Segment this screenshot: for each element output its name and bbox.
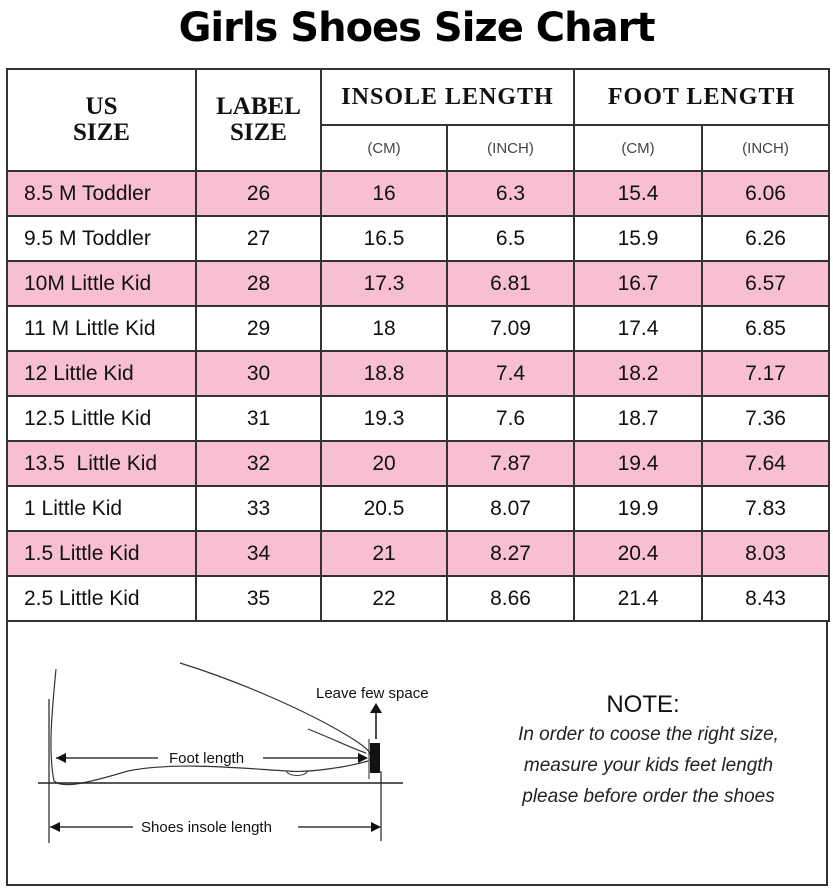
us-size-cell: 1.5 Little Kid <box>7 531 196 576</box>
table-row <box>7 441 829 486</box>
foot-inch-cell: 6.26 <box>702 216 829 261</box>
table-row <box>7 396 829 441</box>
insole-cm-cell: 19.3 <box>321 396 447 441</box>
foot-length-header: FOOT LENGTH <box>574 69 829 125</box>
table-row <box>7 306 829 351</box>
insole-inch-cell: 7.87 <box>447 441 574 486</box>
insole-inch-cell: 6.3 <box>447 171 574 216</box>
us-size-cell: 9.5 M Toddler <box>7 216 196 261</box>
table-row <box>7 531 829 576</box>
foot-cm-cell: 18.2 <box>574 351 702 396</box>
table-row <box>7 576 829 621</box>
insole-cm-header: (CM) <box>321 125 447 171</box>
label-size-cell: 27 <box>196 216 321 261</box>
table-row <box>7 351 829 396</box>
us-size-cell: 12.5 Little Kid <box>7 396 196 441</box>
note-line-3: please before order the shoes <box>522 786 775 807</box>
heel-curve <box>51 669 56 781</box>
note-title: NOTE: <box>606 691 680 718</box>
table-row <box>7 486 829 531</box>
insole-cm-cell: 18.8 <box>321 351 447 396</box>
table-row <box>7 171 829 216</box>
foot-cm-cell: 17.4 <box>574 306 702 351</box>
label-size-cell: 32 <box>196 441 321 486</box>
foot-inch-cell: 6.06 <box>702 171 829 216</box>
foot-cm-cell: 19.4 <box>574 441 702 486</box>
insole-length-header: INSOLE LENGTH <box>321 69 574 125</box>
foot-inch-cell: 7.83 <box>702 486 829 531</box>
up-arrow-head <box>370 703 382 713</box>
insole-cm-cell: 20 <box>321 441 447 486</box>
foot-inch-cell: 7.64 <box>702 441 829 486</box>
insole-inch-cell: 8.07 <box>447 486 574 531</box>
us-size-cell: 12 Little Kid <box>7 351 196 396</box>
foot-cm-cell: 20.4 <box>574 531 702 576</box>
us-size-cell: 2.5 Little Kid <box>7 576 196 621</box>
insole-inch-cell: 7.6 <box>447 396 574 441</box>
insole-cm-cell: 16.5 <box>321 216 447 261</box>
foot-inch-cell: 8.43 <box>702 576 829 621</box>
insole-length-label: Shoes insole length <box>141 819 272 836</box>
foot-cm-header: (CM) <box>574 125 702 171</box>
us-size-cell: 13.5 Little Kid <box>7 441 196 486</box>
label-size-cell: 34 <box>196 531 321 576</box>
foot-cm-cell: 16.7 <box>574 261 702 306</box>
us-size-cell: 10M Little Kid <box>7 261 196 306</box>
label-size-cell: 26 <box>196 171 321 216</box>
foot-cm-cell: 15.9 <box>574 216 702 261</box>
foot-cm-cell: 19.9 <box>574 486 702 531</box>
insole-cm-cell: 18 <box>321 306 447 351</box>
table-row <box>7 261 829 306</box>
us-size-cell: 8.5 M Toddler <box>7 171 196 216</box>
us-size-cell: 11 M Little Kid <box>7 306 196 351</box>
label-size-cell: 29 <box>196 306 321 351</box>
note-line-1: In order to coose the right size, <box>518 724 779 745</box>
insole-inch-cell: 6.5 <box>447 216 574 261</box>
insole-cm-cell: 17.3 <box>321 261 447 306</box>
insole-cm-cell: 16 <box>321 171 447 216</box>
measurement-panel <box>6 621 828 886</box>
size-chart-table <box>6 68 830 622</box>
foot-length-arrowhead-left <box>56 753 66 763</box>
toe-outline <box>308 729 366 753</box>
foot-inch-cell: 7.17 <box>702 351 829 396</box>
foot-cm-cell: 18.7 <box>574 396 702 441</box>
foot-top-outline <box>180 663 371 761</box>
foot-inch-cell: 8.03 <box>702 531 829 576</box>
foot-measurement-diagram <box>8 621 488 883</box>
insole-inch-cell: 6.81 <box>447 261 574 306</box>
insole-arrowhead-left <box>50 822 60 832</box>
label-size-header: LABEL SIZE <box>196 69 321 171</box>
foot-inch-header: (INCH) <box>702 125 829 171</box>
foot-inch-cell: 6.57 <box>702 261 829 306</box>
insole-arrowhead-right <box>371 822 381 832</box>
label-size-cell: 28 <box>196 261 321 306</box>
insole-cm-cell: 21 <box>321 531 447 576</box>
leave-space-label: Leave few space <box>316 685 429 702</box>
label-size-cell: 33 <box>196 486 321 531</box>
page-title: Girls Shoes Size Chart <box>178 5 655 51</box>
label-size-cell: 35 <box>196 576 321 621</box>
us-size-cell: 1 Little Kid <box>7 486 196 531</box>
table-row <box>7 216 829 261</box>
foot-length-label: Foot length <box>169 750 245 767</box>
us-size-header: US SIZE <box>7 69 196 171</box>
foot-inch-cell: 6.85 <box>702 306 829 351</box>
note-line-2: measure your kids feet length <box>523 755 774 776</box>
insole-inch-cell: 8.66 <box>447 576 574 621</box>
toe-space-block <box>370 743 380 773</box>
foot-cm-cell: 21.4 <box>574 576 702 621</box>
foot-cm-cell: 15.4 <box>574 171 702 216</box>
label-size-cell: 31 <box>196 396 321 441</box>
insole-inch-cell: 7.4 <box>447 351 574 396</box>
label-size-cell: 30 <box>196 351 321 396</box>
insole-inch-cell: 8.27 <box>447 531 574 576</box>
insole-cm-cell: 22 <box>321 576 447 621</box>
insole-inch-header: (INCH) <box>447 125 574 171</box>
foot-inch-cell: 7.36 <box>702 396 829 441</box>
insole-inch-cell: 7.09 <box>447 306 574 351</box>
insole-cm-cell: 20.5 <box>321 486 447 531</box>
